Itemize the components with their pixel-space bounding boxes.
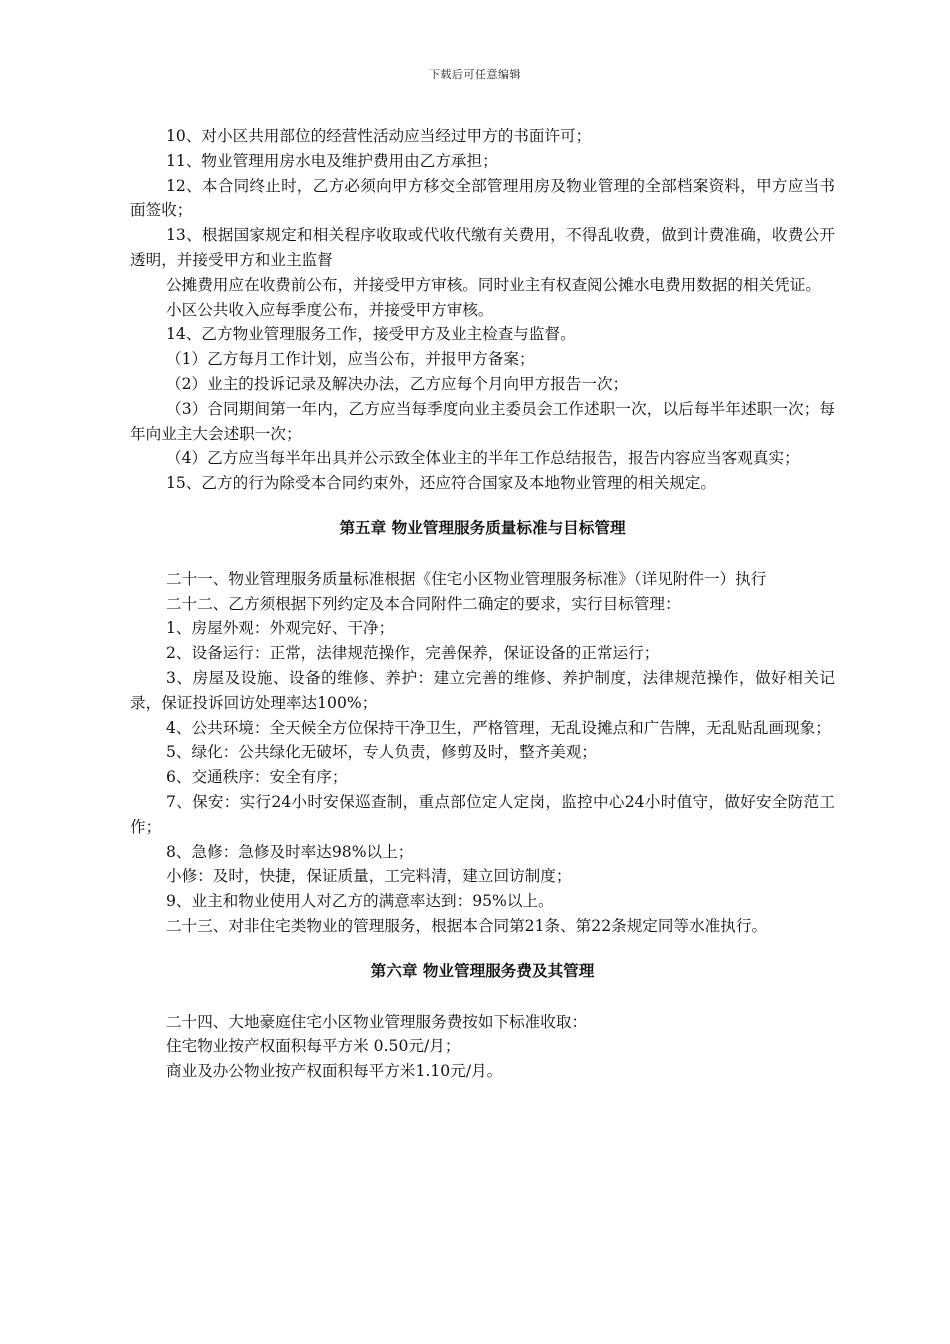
paragraph: 3、房屋及设施、设备的维修、养护：建立完善的维修、养护制度，法律规范操作，做好相关记录，保证投诉回访处理率达100%； <box>130 668 835 712</box>
paragraph: （2）业主的投诉记录及解决办法，乙方应每个月向甲方报告一次； <box>166 374 629 393</box>
paragraph: 12、本合同终止时，乙方必须向甲方移交全部管理用房及物业管理的全部档案资料，甲方应当书面签收； <box>130 176 835 220</box>
paragraph: 9、业主和物业使用人对乙方的满意率达到：95%以上。 <box>166 892 554 911</box>
paragraph: 5、绿化：公共绿化无破坏，专人负责，修剪及时，整齐美观； <box>166 743 597 762</box>
paragraph: 二十二、乙方须根据下列约定及本合同附件二确定的要求，实行目标管理： <box>166 594 681 613</box>
paragraph: 13、根据国家规定和相关程序收取或代收代缴有关费用，不得乱收费，做到计费准确，收费公开透明，并接受甲方和业主监督 <box>130 226 835 269</box>
chapter-6-title: 第六章 物业管理服务费及其管理 <box>370 961 595 980</box>
paragraph: 4、公共环境：全天候全方位保持干净卫生，严格管理，无乱设摊点和广告牌，无乱贴乱画现象； <box>166 718 831 737</box>
paragraph: 二十四、大地豪庭住宅小区物业管理服务费按如下标准收取： <box>166 1012 588 1031</box>
paragraph: 1、房屋外观：外观完好、干净； <box>166 619 395 638</box>
paragraph: 公摊费用应在收费前公布，并接受甲方审核。同时业主有权查阅公摊水电费用数据的相关凭证。 <box>166 275 821 294</box>
paragraph: 小区公共收入应每季度公布，并接受甲方审核。 <box>166 300 494 319</box>
paragraph: 住宅物业按产权面积每平方米 0.50元/月； <box>166 1037 461 1056</box>
header-note: 下载后可任意编辑 <box>429 68 521 81</box>
paragraph: 15、乙方的行为除受本合同约束外，还应符合国家及本地物业管理的相关规定。 <box>166 474 717 493</box>
paragraph: 10、对小区共用部位的经营性活动应当经过甲方的书面许可； <box>166 127 592 145</box>
chapter-5-title: 第五章 物业管理服务质量标准与目标管理 <box>339 518 626 537</box>
paragraph: 2、设备运行：正常，法律规范操作，完善保养，保证设备的正常运行； <box>166 644 660 663</box>
paragraph: 二十三、对非住宅类物业的管理服务，根据本合同第21条、第22条规定同等水准执行。 <box>166 916 768 935</box>
paragraph: 小修：及时，快捷，保证质量，工完料清，建立回访制度； <box>166 867 572 886</box>
paragraph: （3）合同期间第一年内，乙方应当每季度向业主委员会工作述职一次，以后每半年述职一次；每年向业主大会述职一次； <box>130 399 835 443</box>
paragraph: 商业及办公物业按产权面积每平方米1.10元/月。 <box>166 1062 503 1081</box>
paragraph: 7、保安：实行24小时安保巡查制，重点部位定人定岗，监控中心24小时值守，做好安全防范工作； <box>130 792 835 836</box>
paragraph: 二十一、物业管理服务质量标准根据《住宅小区物业管理服务标准》（详见附件一）执行 <box>166 569 767 588</box>
paragraph: （4）乙方应当每半年出具并公示致全体业主的半年工作总结报告，报告内容应当客观真实； <box>166 449 800 468</box>
paragraph: 14、乙方物业管理服务工作，接受甲方及业主检查与监督。 <box>166 325 576 344</box>
paragraph: （1）乙方每月工作计划，应当公布，并报甲方备案； <box>166 350 535 369</box>
document-body <box>130 124 835 1084</box>
paragraph: 11、物业管理用房水电及维护费用由乙方承担； <box>166 151 498 170</box>
section-chapter-5 <box>130 567 835 939</box>
paragraph: 6、交通秩序：安全有序； <box>166 768 348 787</box>
section-chapter-6 <box>130 1010 835 1084</box>
section-obligations <box>130 124 835 496</box>
paragraph: 8、急修：急修及时率达98%以上； <box>166 842 414 861</box>
